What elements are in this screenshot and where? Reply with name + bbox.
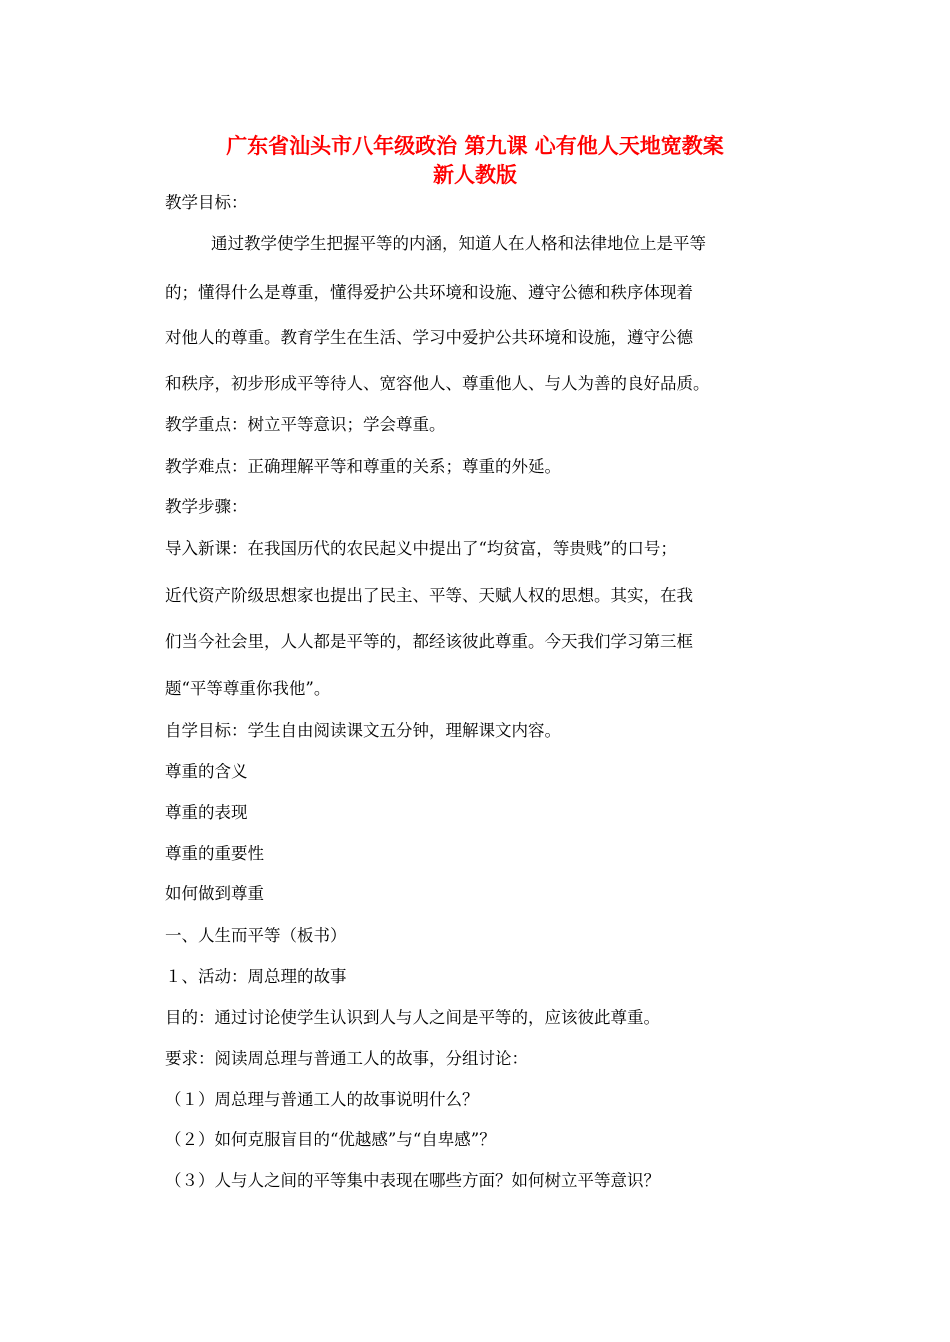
- intro-line-1: 导入新课：在我国历代的农民起义中提出了“均贫富，等贵贱”的口号；: [165, 539, 677, 558]
- list-item: 尊重的表现: [165, 803, 248, 822]
- steps-heading: 教学步骤：: [165, 497, 248, 516]
- discussion-question: （１）周总理与普通工人的故事说明什么？: [165, 1090, 479, 1109]
- difficulties: 教学难点：正确理解平等和尊重的关系；尊重的外延。: [165, 457, 561, 476]
- intro-line-2: 近代资产阶级思想家也提出了民主、平等、天赋人权的思想。其实，在我: [165, 586, 693, 605]
- objectives-heading: 教学目标：: [165, 193, 248, 212]
- objectives-paragraph-line-1: 通过教学使学生把握平等的内涵，知道人在人格和法律地位上是平等: [211, 234, 706, 253]
- document-title-line-1: 广东省汕头市八年级政治 第九课 心有他人天地宽教案: [226, 133, 724, 158]
- objectives-paragraph-line-2: 的；懂得什么是尊重，懂得爱护公共环境和设施、遵守公德和秩序体现着: [165, 283, 693, 302]
- objectives-paragraph-line-3: 对他人的尊重。教育学生在生活、学习中爱护公共环境和设施，遵守公德: [165, 328, 693, 347]
- activity-heading: １、活动：周总理的故事: [165, 967, 347, 986]
- list-item: 如何做到尊重: [165, 884, 264, 903]
- discussion-question: （３）人与人之间的平等集中表现在哪些方面？如何树立平等意识？: [165, 1171, 660, 1190]
- intro-line-3: 们当今社会里，人人都是平等的，都经该彼此尊重。今天我们学习第三框: [165, 632, 693, 651]
- discussion-question: （２）如何克服盲目的“优越感”与“自卑感”？: [165, 1130, 496, 1149]
- list-item: 尊重的重要性: [165, 844, 264, 863]
- objectives-paragraph-line-4: 和秩序，初步形成平等待人、宽容他人、尊重他人、与人为善的良好品质。: [165, 374, 710, 393]
- activity-requirement: 要求：阅读周总理与普通工人的故事，分组讨论：: [165, 1049, 528, 1068]
- self-study-goal: 自学目标：学生自由阅读课文五分钟，理解课文内容。: [165, 721, 561, 740]
- list-item: 尊重的含义: [165, 762, 248, 781]
- document-title-line-2: 新人教版: [433, 162, 517, 187]
- key-points: 教学重点：树立平等意识；学会尊重。: [165, 415, 446, 434]
- activity-purpose: 目的：通过讨论使学生认识到人与人之间是平等的，应该彼此尊重。: [165, 1008, 660, 1027]
- section-heading: 一、人生而平等（板书）: [165, 926, 347, 945]
- intro-line-4: 题“平等尊重你我他”。: [165, 679, 331, 698]
